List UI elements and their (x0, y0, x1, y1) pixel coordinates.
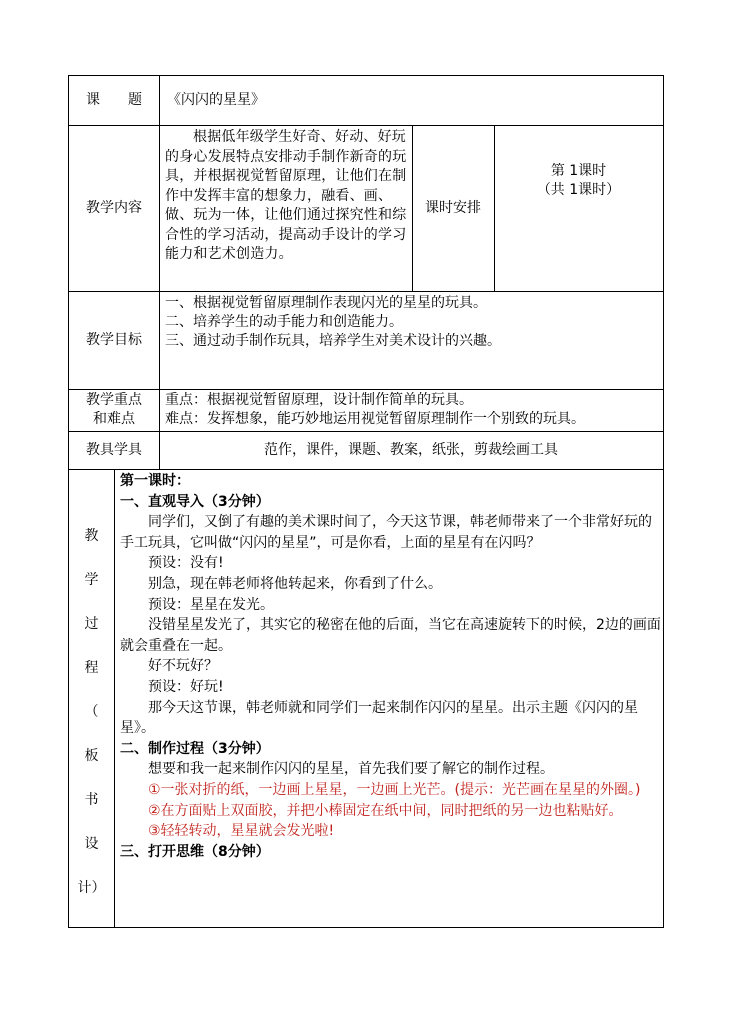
focus-text (165, 391, 659, 431)
lesson-title: 《闪闪的星星》 (167, 92, 265, 108)
side-char: 书 (84, 792, 99, 808)
paragraph: 预设：好玩! (148, 678, 224, 695)
side-char: 教 (84, 528, 99, 544)
section-heading: 一、直观导入（3分钟） (120, 493, 270, 510)
schedule-line1: 第 1课时 (550, 163, 607, 179)
paragraph: 同学们，又倒了有趣的美术课时间了，今天这节课，韩老师带来了一个非常好玩的手工玩具，它叫做“闪闪的星星”，可是你看，上面的星星有在闪吗？ (120, 514, 652, 551)
goal-item: 一、根据视觉暂留原理制作表现闪光的星星的玩具。 (165, 295, 487, 311)
content-label: 教学内容 (86, 199, 142, 216)
schedule-value (494, 162, 663, 202)
focus-label-line2: 和难点 (93, 411, 135, 427)
content-paragraph: 根据低年级学生好奇、好动、好玩的身心发展特点安排动手制作新奇的玩具，并根据视觉暂留原理，让他们在制作中发挥丰富的想象力，融看、画、做、玩为一体，让他们通过探究性和综合性的学习活动，提高动手设计的学习能力和艺术创造力。 (165, 129, 407, 262)
difficult-point: 难点：发挥想象，能巧妙地运用视觉暂留原理制作一个别致的玩具。 (165, 411, 585, 427)
section-heading: 三、打开思维（8分钟） (120, 843, 270, 860)
step-item: ①一张对折的纸，一边画上星星，一边画上光芒。(提示：光芒画在星星的外圈。) (148, 781, 641, 798)
focus-label-line1: 教学重点 (86, 392, 142, 408)
process-content (120, 471, 661, 927)
key-point: 重点：根据视觉暂留原理，设计制作简单的玩具。 (165, 392, 473, 408)
col-divider (494, 125, 495, 291)
content-text (165, 128, 409, 288)
paragraph: 那今天这节课，韩老师就和同学们一起来制作闪闪的星星。出示主题《闪闪的星星》。 (120, 699, 638, 737)
tools-value: 范作，课件，课题、教案，纸张，剪裁绘画工具 (264, 441, 558, 458)
title-label: 课 题 (86, 92, 142, 108)
lesson-plan-table (68, 75, 664, 928)
paragraph: 预设：星星在发光。 (148, 596, 274, 613)
side-char: 设 (84, 836, 99, 852)
step-item: ②在方面贴上双面胶，并把小棒固定在纸中间，同时把纸的另一边也粘贴好。 (148, 802, 623, 819)
side-char: 计） (77, 880, 106, 896)
paragraph: 想要和我一起来制作闪闪的星星，首先我们要了解它的制作过程。 (148, 761, 554, 778)
step-item: ③轻轻转动，星星就会发光啦! (148, 823, 335, 840)
goal-item: 二、培养学生的动手能力和创造能力。 (165, 314, 403, 330)
lesson-heading: 第一课时： (120, 473, 190, 489)
side-char: 板 (84, 748, 99, 764)
side-char: 程 (84, 660, 99, 676)
tools-label: 教具学具 (86, 441, 142, 458)
col-divider (114, 469, 115, 927)
side-char: 学 (84, 572, 99, 588)
side-char: 过 (84, 616, 99, 632)
paragraph: 别急，现在韩老师将他转起来，你看到了什么。 (148, 575, 442, 592)
schedule-label: 课时安排 (425, 199, 481, 216)
goals-list (165, 294, 659, 386)
paragraph: 预设：没有! (148, 555, 224, 572)
col-divider (159, 76, 160, 470)
paragraph: 好不玩好？ (148, 658, 218, 675)
section-heading: 二、制作过程（3分钟） (120, 740, 270, 757)
process-side-label (69, 514, 114, 914)
goals-label: 教学目标 (86, 331, 142, 348)
side-char: （ (84, 704, 99, 720)
schedule-line2: （共 1课时） (536, 182, 621, 198)
goal-item: 三、通过动手制作玩具，培养学生对美术设计的兴趣。 (165, 333, 501, 349)
focus-label (69, 391, 159, 431)
paragraph: 没错星星发光了，其实它的秘密在他的后面，当它在高速旋转下的时候，2边的画面就会重叠在一起。 (120, 617, 661, 654)
